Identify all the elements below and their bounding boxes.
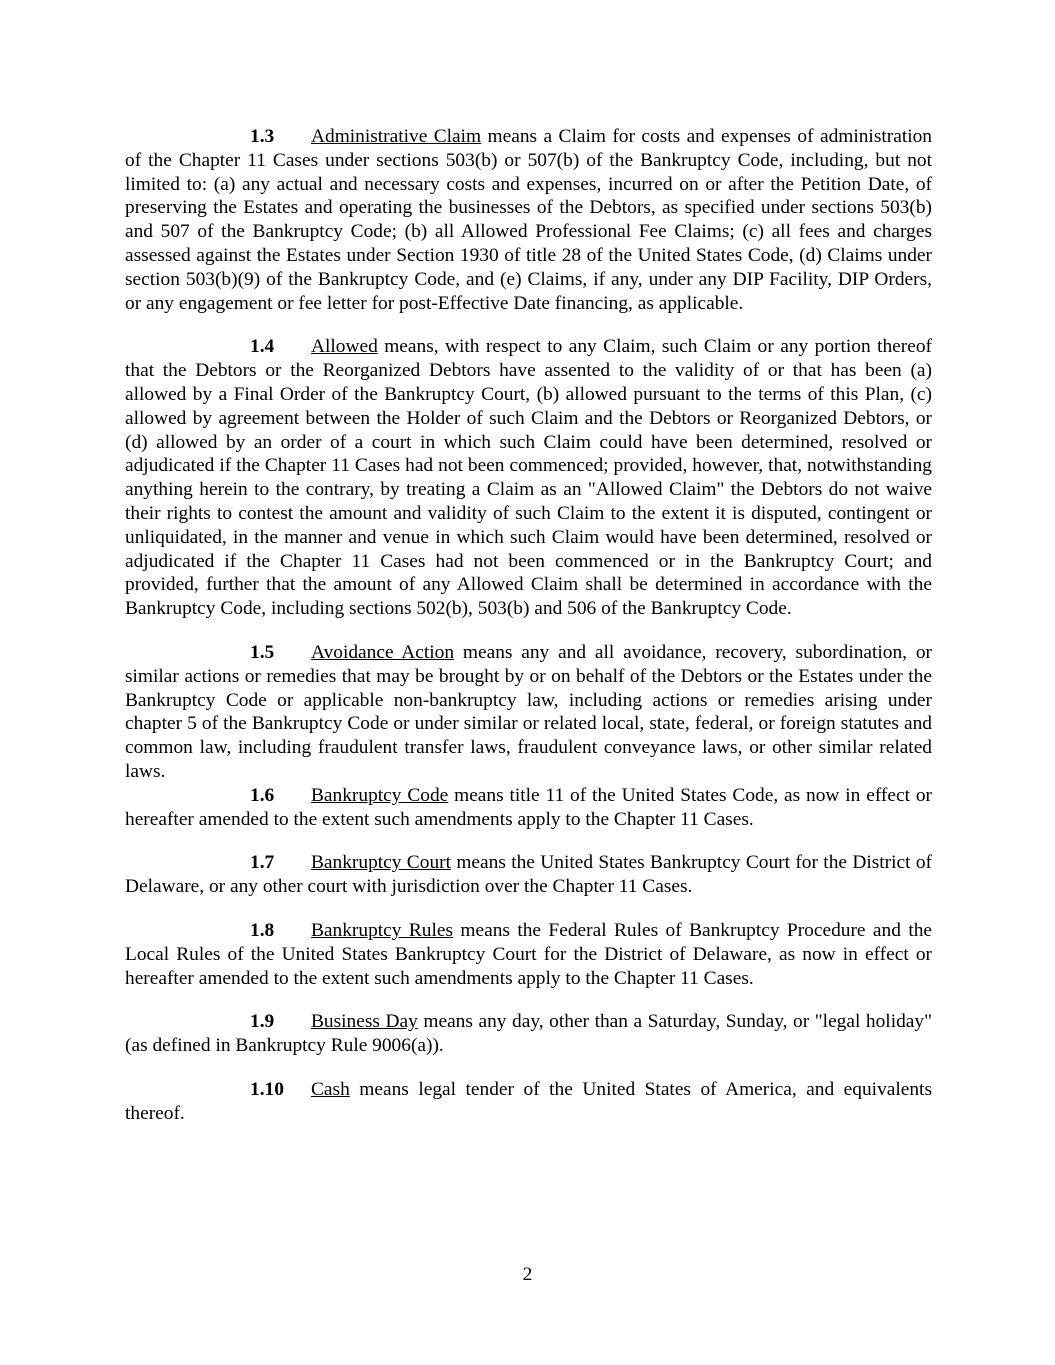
section-number: 1.9 bbox=[250, 1011, 275, 1033]
definition-1-7 bbox=[125, 851, 932, 899]
definition-text: means title 11 of the United States Code, as now in effect or hereafter amended to the extent such amendments apply to the Chapter 11 Cases. bbox=[125, 784, 933, 830]
section-number: 1.8 bbox=[250, 919, 275, 941]
section-number: 1.5 bbox=[250, 641, 275, 663]
section-number: 1.10 bbox=[250, 1078, 284, 1100]
section-number: 1.6 bbox=[250, 784, 275, 806]
definition-1-10 bbox=[125, 1078, 932, 1126]
defined-term: Avoidance Action bbox=[311, 641, 455, 663]
section-number: 1.3 bbox=[250, 126, 275, 147]
defined-term: Business Day bbox=[311, 1011, 418, 1033]
definition-text: means any and all avoidance, recovery, subordination, or similar actions or remedies that may be brought by or on behalf of the Debtors or the Estates under the Bankruptcy Code or applicable non-bankruptcy law, including actions or remedies arising under chapter 5 of the Bankruptcy Code or under similar or related local, state, federal, or foreign statutes and common law, including fraudulent transfer laws, fraudulent conveyance laws, or other similar related laws. bbox=[125, 641, 932, 782]
document-body bbox=[125, 125, 932, 1145]
page-number: 2 bbox=[522, 1264, 533, 1285]
definition-text: means legal tender of the United States of America, and equivalents thereof. bbox=[125, 1078, 932, 1124]
defined-term: Administrative Claim bbox=[311, 126, 482, 147]
definition-1-4 bbox=[125, 335, 932, 621]
definition-1-9 bbox=[125, 1010, 932, 1058]
definition-1-8 bbox=[125, 919, 932, 990]
definition-text: means, with respect to any Claim, such Claim or any portion thereof that the Debtors or the Reorganized Debtors have assented to the validity of or that has been (a) allowed by a Final Order of the Bankruptcy Court, (b) allowed pursuant to the terms of this Plan, (c) allowed by agreement between the Holder of such Claim and the Debtors or Reorganized Debtors, or (d) allowed by an order of a court in which such Claim could have been determined, resolved or adjudicated if the Chapter 11 Cases had not been commenced; provided, however, that, notwithstanding anything herein to the contrary, by treating a Claim as an "Allowed Claim" the Debtors do not waive their rights to contest the amount and validity of such Claim to the extent it is disputed, contingent or unliquidated, in the manner and venue in which such Claim would have been determined, resolved or adjudicated if the Chapter 11 Cases had not been commenced or in the Bankruptcy Court; and provided, further that the amount of any Allowed Claim shall be determined in accordance with the Bankruptcy Code, including sections 502(b), 503(b) and 506 of the Bankruptcy Code. bbox=[125, 336, 932, 620]
definition-1-3 bbox=[125, 125, 932, 315]
definition-text: means the United States Bankruptcy Court for the District of Delaware, or any other court with jurisdiction over the Chapter 11 Cases. bbox=[125, 852, 933, 898]
defined-term: Bankruptcy Court bbox=[311, 852, 451, 874]
defined-term: Cash bbox=[311, 1078, 350, 1100]
section-number: 1.7 bbox=[250, 852, 275, 874]
definition-text: means the Federal Rules of Bankruptcy Procedure and the Local Rules of the United States Bankruptcy Court for the District of Delaware, as now in effect or hereafter amended to the extent such amendments apply to the Chapter 11 Cases. bbox=[125, 919, 933, 989]
defined-term: Allowed bbox=[311, 336, 378, 358]
section-number: 1.4 bbox=[250, 336, 275, 358]
definition-1-6 bbox=[125, 784, 932, 832]
definition-1-5 bbox=[125, 641, 932, 784]
defined-term: Bankruptcy Rules bbox=[311, 919, 454, 941]
definition-text: means any day, other than a Saturday, Sunday, or "legal holiday" (as defined in Bankruptcy Rule 9006(a)). bbox=[125, 1011, 932, 1057]
definition-text: means a Claim for costs and expenses of administration of the Chapter 11 Cases under sections 503(b) or 507(b) of the Bankruptcy Code, including, but not limited to: (a) any actual and necessary costs and expenses, incurred on or after the Petition Date, of preserving the Estates and operating the businesses of the Debtors, as specified under sections 503(b) and 507 of the Bankruptcy Code; (b) all Allowed Professional Fee Claims; (c) all fees and charges assessed against the Estates under Section 1930 of title 28 of the United States Code, (d) Claims under section 503(b)(9) of the Bankruptcy Code, and (e) Claims, if any, under any DIP Facility, DIP Orders, or any engagement or fee letter for post-Effective Date financing, as applicable. bbox=[125, 126, 932, 314]
defined-term: Bankruptcy Code bbox=[311, 784, 449, 806]
